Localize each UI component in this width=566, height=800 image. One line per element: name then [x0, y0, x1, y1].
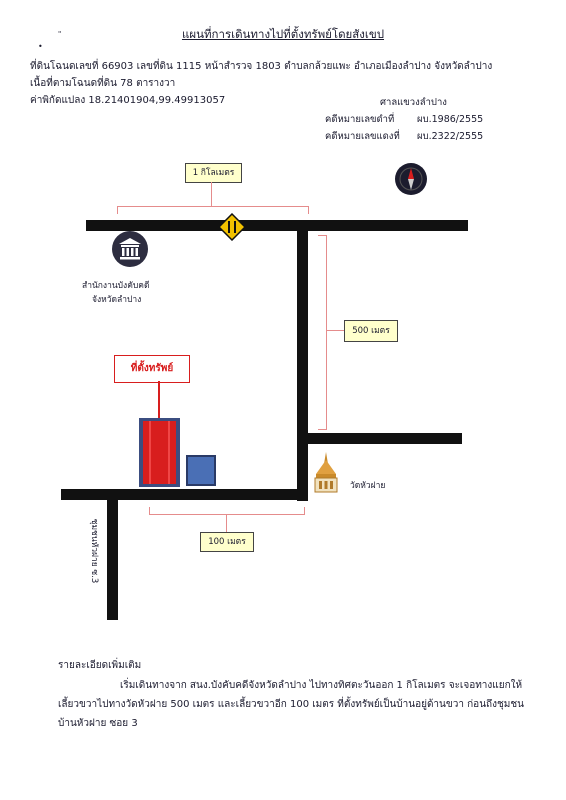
distance-500m-leader — [326, 330, 344, 331]
temple-icon — [310, 452, 342, 494]
distance-1km-leader — [211, 182, 212, 206]
area-info: เนื้อที่ตามโฉนดที่ดิน 78 ตารางวา — [30, 78, 176, 89]
property-lot — [139, 418, 180, 487]
court-name: ศาลแขวงลำปาง — [380, 97, 447, 108]
soi-road — [107, 498, 118, 620]
distance-1km-label: 1 กิโลเมตร — [185, 163, 242, 183]
soi-label: ชุมชนหัวฝาย ซ.3 — [89, 518, 99, 584]
property-pointer — [158, 381, 160, 418]
details-line2: เลี้ยวขวาไปทางวัดหัวฝาย 500 เมตร และเลี้ยวขวาอีก 100 เมตร ที่ตั้งทรัพย์เป็นบ้านอยู่ด้านขวา ก่อนถึงชุมชน — [58, 699, 524, 710]
office-label-line2: จังหวัดลำปาง — [92, 295, 142, 305]
road-to-property — [61, 489, 307, 500]
distance-100m-leader — [226, 514, 227, 532]
red-case-number: ผบ.2322/2555 — [417, 131, 484, 142]
black-case-number: ผบ.1986/2555 — [417, 114, 484, 125]
details-heading: รายละเอียดเพิ่มเติม — [58, 660, 142, 671]
traffic-sign-icon — [218, 213, 246, 241]
courthouse-icon — [111, 230, 149, 268]
compass-icon — [393, 161, 429, 197]
page-title: แผนที่การเดินทางไปที่ตั้งทรัพย์โดยสังเขป — [181, 27, 385, 41]
distance-100m-bracket — [149, 507, 305, 515]
scan-mark: " — [58, 30, 62, 38]
black-case-label: คดีหมายเลขดำที่ — [325, 114, 395, 125]
distance-100m-label: 100 เมตร — [200, 532, 254, 552]
temple-label: วัดหัวฝาย — [350, 481, 386, 491]
details-line1: เริ่มเดินทางจาก สนง.บังคับคดีจังหวัดลำปาง ไปทางทิศตะวันออก 1 กิโลเมตร จะเจอทางแยกให้ — [120, 680, 523, 691]
road-south-to-temple — [297, 230, 308, 501]
scan-dot: • — [38, 42, 43, 51]
coordinate-info: ค่าพิกัดแปลง 18.21401904,99.49913057 — [30, 95, 226, 106]
red-case-label: คดีหมายเลขแดงที่ — [325, 131, 400, 142]
distance-500m-label: 500 เมตร — [344, 320, 398, 342]
office-label-line1: สำนักงานบังคับคดี — [82, 281, 150, 291]
details-line3: บ้านหัวฝาย ซอย 3 — [58, 718, 138, 729]
distance-1km-bracket — [117, 206, 309, 214]
side-road-east — [305, 433, 462, 444]
neighbor-house — [186, 455, 216, 486]
deed-info: ที่ดินโฉนดเลขที่ 66903 เลขที่ดิน 1115 หน้าสำรวจ 1803 ตำบลกล้วยแพะ อำเภอเมืองลำปาง จังหวัดลำปาง — [30, 61, 493, 72]
property-label: ที่ตั้งทรัพย์ — [114, 355, 190, 383]
distance-500m-bracket — [318, 235, 327, 430]
